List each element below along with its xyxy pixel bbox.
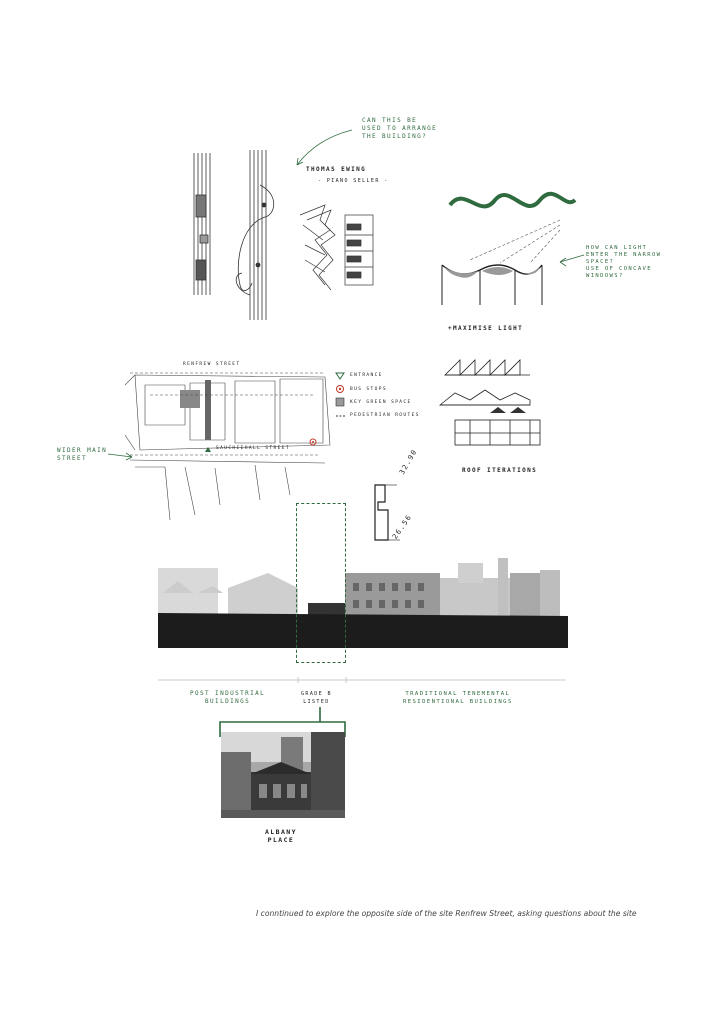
site-map: [125, 355, 340, 525]
label-post-industrial: POST INDUSTRIAL BUILDINGS: [190, 690, 266, 705]
roof-iterations-sketch: [435, 345, 545, 460]
legend-pedestrian: PEDESTRIAN ROUTES: [336, 411, 456, 424]
note-light-narrow-space: HOW CAN LIGHT ENTER THE NARROW SPACE? USE OF CONCAVE WINDOWS?: [586, 245, 662, 279]
height-upper: 32.90: [398, 447, 419, 476]
map-label-renfrew: RENFREW STREET: [183, 362, 241, 367]
map-label-sauchiehall: SAUCHIEHALL STREET: [216, 446, 290, 451]
note-maximise-light: +MAXIMISE LIGHT: [448, 325, 524, 332]
note-wider-main-street: WIDER MAIN STREET: [57, 447, 108, 462]
note-roof-iterations: ROOF ITERATIONS: [462, 467, 538, 474]
section-divider-line: [158, 677, 568, 683]
legend-bus-stops: BUS STOPS: [336, 385, 456, 398]
legend-entrance: ENTRANCE: [336, 372, 456, 385]
note-arrange-building: CAN THIS BE USED TO ARRANGE THE BUILDING?: [362, 117, 438, 140]
bus-stop-icon: [336, 385, 344, 393]
arrow-to-street: [106, 448, 136, 463]
hatched-square-icon: [336, 398, 344, 406]
page-caption: I conntinued to explore the opposite side of the site Renfrew Street, asking questions about the site: [256, 909, 637, 918]
height-lower: 26.56: [391, 512, 414, 541]
street-elevation: [158, 548, 568, 648]
label-traditional: TRADITIONAL TENEMENTAL RESIDENTIONAL BUILDINGS: [403, 691, 513, 705]
photo-label-albany: ALBANY PLACE: [265, 828, 297, 844]
legend-green-space: KEY GREEN SPACE: [336, 398, 456, 411]
dashed-line-icon: [336, 414, 346, 418]
note-piano-seller: - PIANO SELLER -: [318, 178, 389, 184]
label-grade-b: GRADE B LISTED: [301, 691, 332, 705]
grade-b-highlight-frame: [296, 503, 346, 663]
arrow-to-light: [556, 250, 586, 270]
albany-place-photo: [221, 732, 345, 818]
triangle-icon: [336, 373, 344, 379]
piano-sketch: [295, 200, 385, 295]
note-thomas-ewing: THOMAS EWING: [306, 166, 367, 173]
